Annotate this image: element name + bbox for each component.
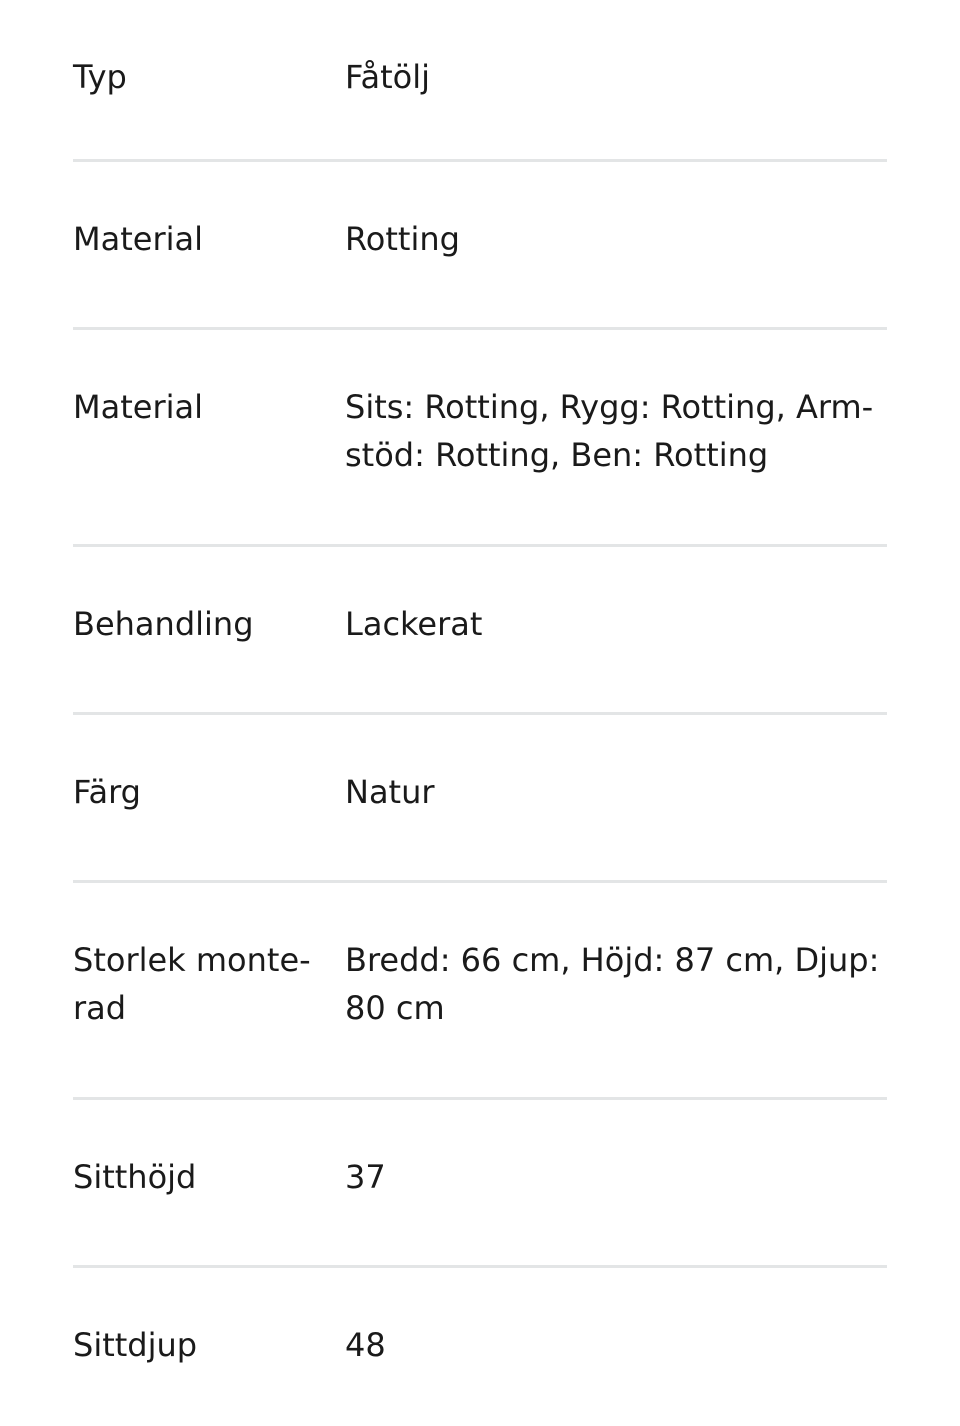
spec-row-farg [73,715,887,883]
spec-value: Fåtölj [345,58,430,96]
spec-value: Natur [345,773,435,811]
spec-value: 37 [345,1158,386,1196]
spec-label: Storlek monte- rad [73,941,311,1027]
product-spec-table [73,0,887,1426]
spec-value: Sits: Rotting, Rygg: Rotting, Arm- stöd: Rotting, Ben: Rotting [345,388,874,474]
spec-value: Lackerat [345,605,483,643]
spec-row-sitthojd [73,1100,887,1268]
spec-value: Rotting [345,220,460,258]
spec-label: Typ [73,58,127,96]
spec-label: Färg [73,773,141,811]
spec-label: Behandling [73,605,254,643]
spec-value: Bredd: 66 cm, Höjd: 87 cm, Djup: 80 cm [345,941,880,1027]
spec-label: Sitthöjd [73,1158,197,1196]
spec-row-storlek [73,883,887,1100]
spec-value: 48 [345,1326,386,1364]
spec-row-sittdjup [73,1268,887,1426]
spec-row-material-detail [73,330,887,547]
spec-label: Sittdjup [73,1326,198,1364]
spec-label: Material [73,220,203,258]
spec-row-material [73,162,887,330]
spec-row-typ [73,0,887,162]
spec-label: Material [73,388,203,426]
spec-row-behandling [73,547,887,715]
